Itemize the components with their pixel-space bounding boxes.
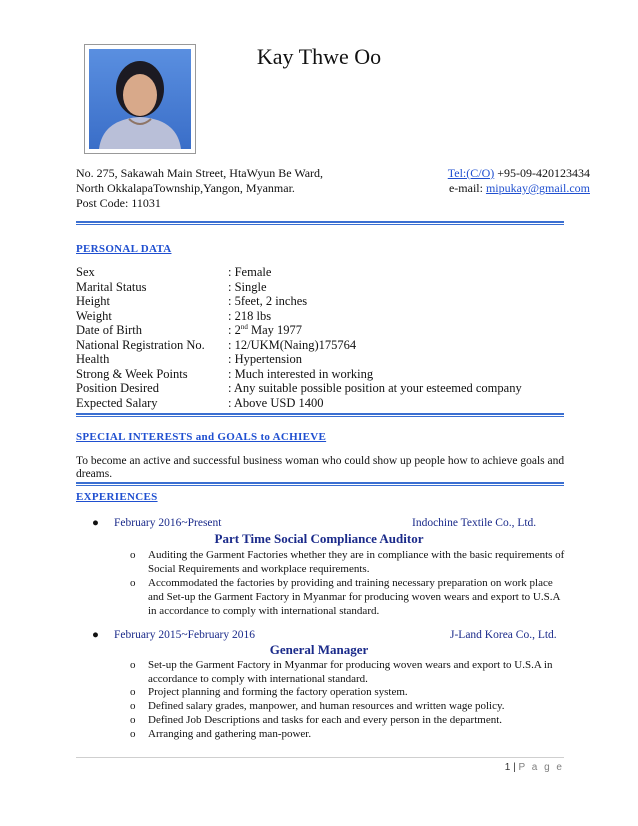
personal-data-value: : 218 lbs	[228, 308, 272, 323]
footer-divider	[76, 757, 564, 758]
personal-data-value: : Above USD 1400	[228, 395, 324, 410]
personal-data-row	[76, 381, 576, 396]
personal-data-row	[76, 309, 576, 324]
personal-data-label: Position Desired	[76, 381, 159, 395]
phone-line	[448, 166, 590, 181]
experience-position: Part Time Social Compliance Auditor	[214, 531, 424, 546]
footer-separator: |	[510, 762, 519, 773]
experience-company: J-Land Korea Co., Ltd.	[450, 629, 557, 641]
personal-data-label: Height	[76, 294, 111, 308]
personal-data-row	[76, 323, 576, 338]
personal-data-value: : Hypertension	[228, 352, 302, 366]
personal-data-value	[228, 323, 302, 338]
personal-data-value: : Female	[228, 265, 272, 279]
experience-position: General Manager	[269, 642, 369, 657]
experience-item	[92, 629, 572, 643]
experience-date: February 2015~February 2016	[114, 629, 255, 641]
experience-company: Indochine Textile Co., Ltd.	[412, 517, 537, 529]
personal-data-row	[76, 280, 576, 295]
candidate-name: Kay Thwe Oo	[256, 44, 382, 69]
circle-bullet-icon: o	[130, 577, 136, 589]
address-line-1: No. 275, Sakawah Main Street, HtaWyun Be Ward,	[76, 166, 324, 180]
section-title-personal: PERSONAL DATA	[76, 243, 172, 255]
page-number: 1	[504, 762, 511, 773]
personal-data-value: : 12/UKM(Naing)175764	[228, 337, 357, 352]
page-label: P a g e	[518, 762, 564, 773]
personal-data-label: Health	[76, 352, 110, 366]
interests-text: To become an active and successful business woman who could show up people how to achieve goals and dreams.	[76, 455, 565, 480]
ordinal-suffix: nd	[240, 322, 248, 331]
personal-data-value: : Any suitable possible position at your esteemed company	[228, 381, 522, 395]
bullet-icon: ●	[92, 629, 99, 641]
personal-data-row	[76, 352, 576, 367]
email-line	[449, 181, 590, 196]
personal-data-row	[76, 265, 576, 280]
bullet-icon: ●	[92, 517, 99, 529]
personal-data-label: Weight	[76, 308, 112, 323]
duty-text: Set-up the Garment Factory in Myanmar for producing woven wears and export to U.S.A in accordance to comply with international standard.	[148, 659, 553, 685]
duty-item	[130, 658, 570, 686]
divider	[76, 221, 564, 225]
post-code: Post Code: 11031	[76, 196, 161, 210]
duty-text: Project planning and forming the factory operation system.	[148, 686, 408, 698]
circle-bullet-icon: o	[130, 700, 136, 712]
personal-data-label: Date of Birth	[76, 323, 142, 337]
circle-bullet-icon: o	[130, 728, 136, 740]
circle-bullet-icon: o	[130, 714, 136, 726]
value-part: : 2	[228, 323, 241, 337]
duty-text: Arranging and gathering man-power.	[148, 728, 312, 740]
personal-data-row	[76, 338, 576, 353]
personal-data-value: : Single	[228, 279, 267, 294]
personal-data-value: : Much interested in working	[228, 366, 374, 381]
address-line-2: North OkkalapaTownship,Yangon, Myanmar.	[76, 181, 295, 195]
duty-item	[130, 576, 570, 618]
personal-data-row	[76, 367, 576, 382]
phone-number: +95-09-420123434	[494, 166, 590, 180]
duty-text: Auditing the Garment Factories whether they are in compliance with the basic requirements of Social Requirements and workplace requirements.	[148, 549, 565, 575]
personal-data-value: : 5feet, 2 inches	[228, 294, 308, 308]
section-title-interests: SPECIAL INTERESTS and GOALS to ACHIEVE	[76, 431, 327, 443]
experience-date: February 2016~Present	[114, 517, 222, 529]
duty-text: Defined Job Descriptions and tasks for each and every person in the department.	[148, 714, 503, 726]
value-part: May 1977	[247, 323, 303, 337]
personal-data-row	[76, 294, 576, 309]
email-label: e-mail:	[448, 181, 486, 195]
section-title-experiences: EXPERIENCES	[76, 491, 158, 503]
personal-data-label: Expected Salary	[76, 395, 158, 410]
email-link[interactable]: mipukay@gmail.com	[485, 181, 590, 195]
experience-item	[92, 517, 572, 531]
circle-bullet-icon: o	[130, 659, 136, 671]
page-footer	[505, 762, 564, 773]
phone-link[interactable]: Tel:(C/O)	[447, 166, 495, 180]
personal-data-label: Strong & Week Points	[76, 366, 188, 381]
circle-bullet-icon: o	[130, 549, 136, 561]
personal-data-label: National Registration No.	[76, 337, 205, 352]
personal-data-row	[76, 396, 576, 411]
duty-text: Defined salary grades, manpower, and human resources and written wage policy.	[148, 700, 505, 712]
personal-data-label: Sex	[76, 265, 95, 279]
divider	[76, 413, 564, 417]
divider	[76, 482, 564, 486]
personal-data-label: Marital Status	[76, 279, 147, 294]
duty-text: Accommodated the factories by providing and training necessary preparation on work place and Set-up the Garment Factory in Myanmar for producing woven wears and export to U.S.A in accordance to comply with international standard.	[148, 577, 560, 617]
circle-bullet-icon: o	[130, 686, 136, 698]
duty-item	[130, 548, 570, 576]
